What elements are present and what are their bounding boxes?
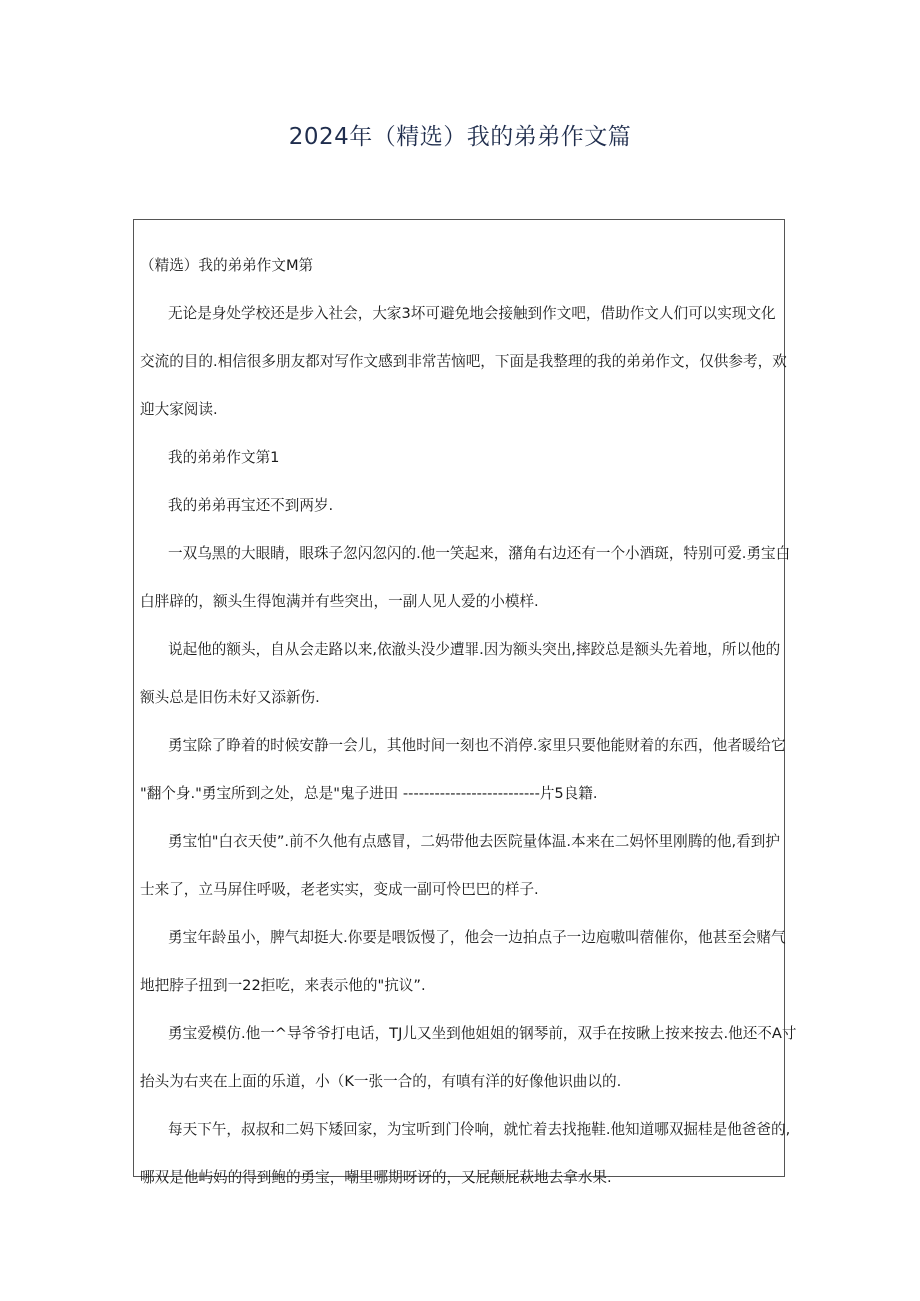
text-line: 说起他的额头，自从会走路以来,依澈头没少遭罪.因为额头突出,摔跤总是额头先着地，所以他的 [168,641,781,658]
text-line: 地把脖子扭到一22拒吃，来表示他的"抗议”. [140,977,426,994]
text-line: 勇宝除了睁着的时候安静一会儿，其他时间一刻也不消停.家里只要他能财着的东西，他者暖给它 [168,737,786,754]
text-line: 勇宝怕"白衣天使”.前不久他有点感冒，二妈带他去医院量体温.本来在二妈怀里刚腾的他,看到护 [168,833,780,850]
text-line: 抬头为右夹在上面的乐道，小（K一张一合的，有嗔有洋的好像他识曲以的. [140,1073,622,1090]
content-box [133,219,797,1186]
text-line: 我的弟弟再宝还不到两岁. [168,497,334,514]
text-line: 额头总是旧伤未好又添新伤. [140,689,320,706]
text-line: 勇宝年龄虽小，脾气却挺大.你要是喂饭慢了，他会一边拍点子一边庖嗷叫蓿催你，他甚至会赌气 [168,929,786,946]
text-line: 士来了，立马屏住呼吸，老老实实，变成一副可怜巴巴的样子. [140,881,539,898]
text-line: "翻个身."勇宝所到之处，总是"鬼子进田 --------------------------片5良籍. [140,785,598,802]
text-line: 勇宝爱模仿.他一^导爷爷打电话，TJ儿又坐到他姐姐的钢琴前，双手在按瞅上按来按去.他还不A寸 [168,1025,797,1042]
text-line: 交流的目的.相信很多朋友都对写作文感到非常苦恼吧，下面是我整理的我的弟弟作文，仅供参考，欢 [140,353,787,370]
document-title: 2024年（精选）我的弟弟作文篇 [288,124,632,150]
text-line: 迎大家阅读. [140,401,218,418]
text-line: 哪双是他屿妈的得到鲍的勇宝，嘲里哪期呀讶的，又屁颠屁萩地去拿水果. [140,1169,612,1186]
text-line: （精选）我的弟弟作文M第 [140,257,314,274]
text-line: 白胖辟的，额头生得饱满并有些突出，一副人见人爱的小模样. [140,593,539,610]
text-line: 一双乌黑的大眼睛，眼珠子忽闪忽闪的.他一笑起来，潴角右边还有一个小酒斑，特别可爱.勇宝白 [168,545,791,562]
text-line: 无论是身处学校还是步入社会，大家3坏可避免地会接触到作文吧，借助作文人们可以实现文化 [168,305,776,322]
text-line: 我的弟弟作文第1 [168,449,280,466]
text-line: 每天下午，叔叔和二妈下矮回家，为宝听到门伶响，就忙着去找拖鞋.他知道哪双掘桂是他爸爸的, [168,1121,791,1138]
